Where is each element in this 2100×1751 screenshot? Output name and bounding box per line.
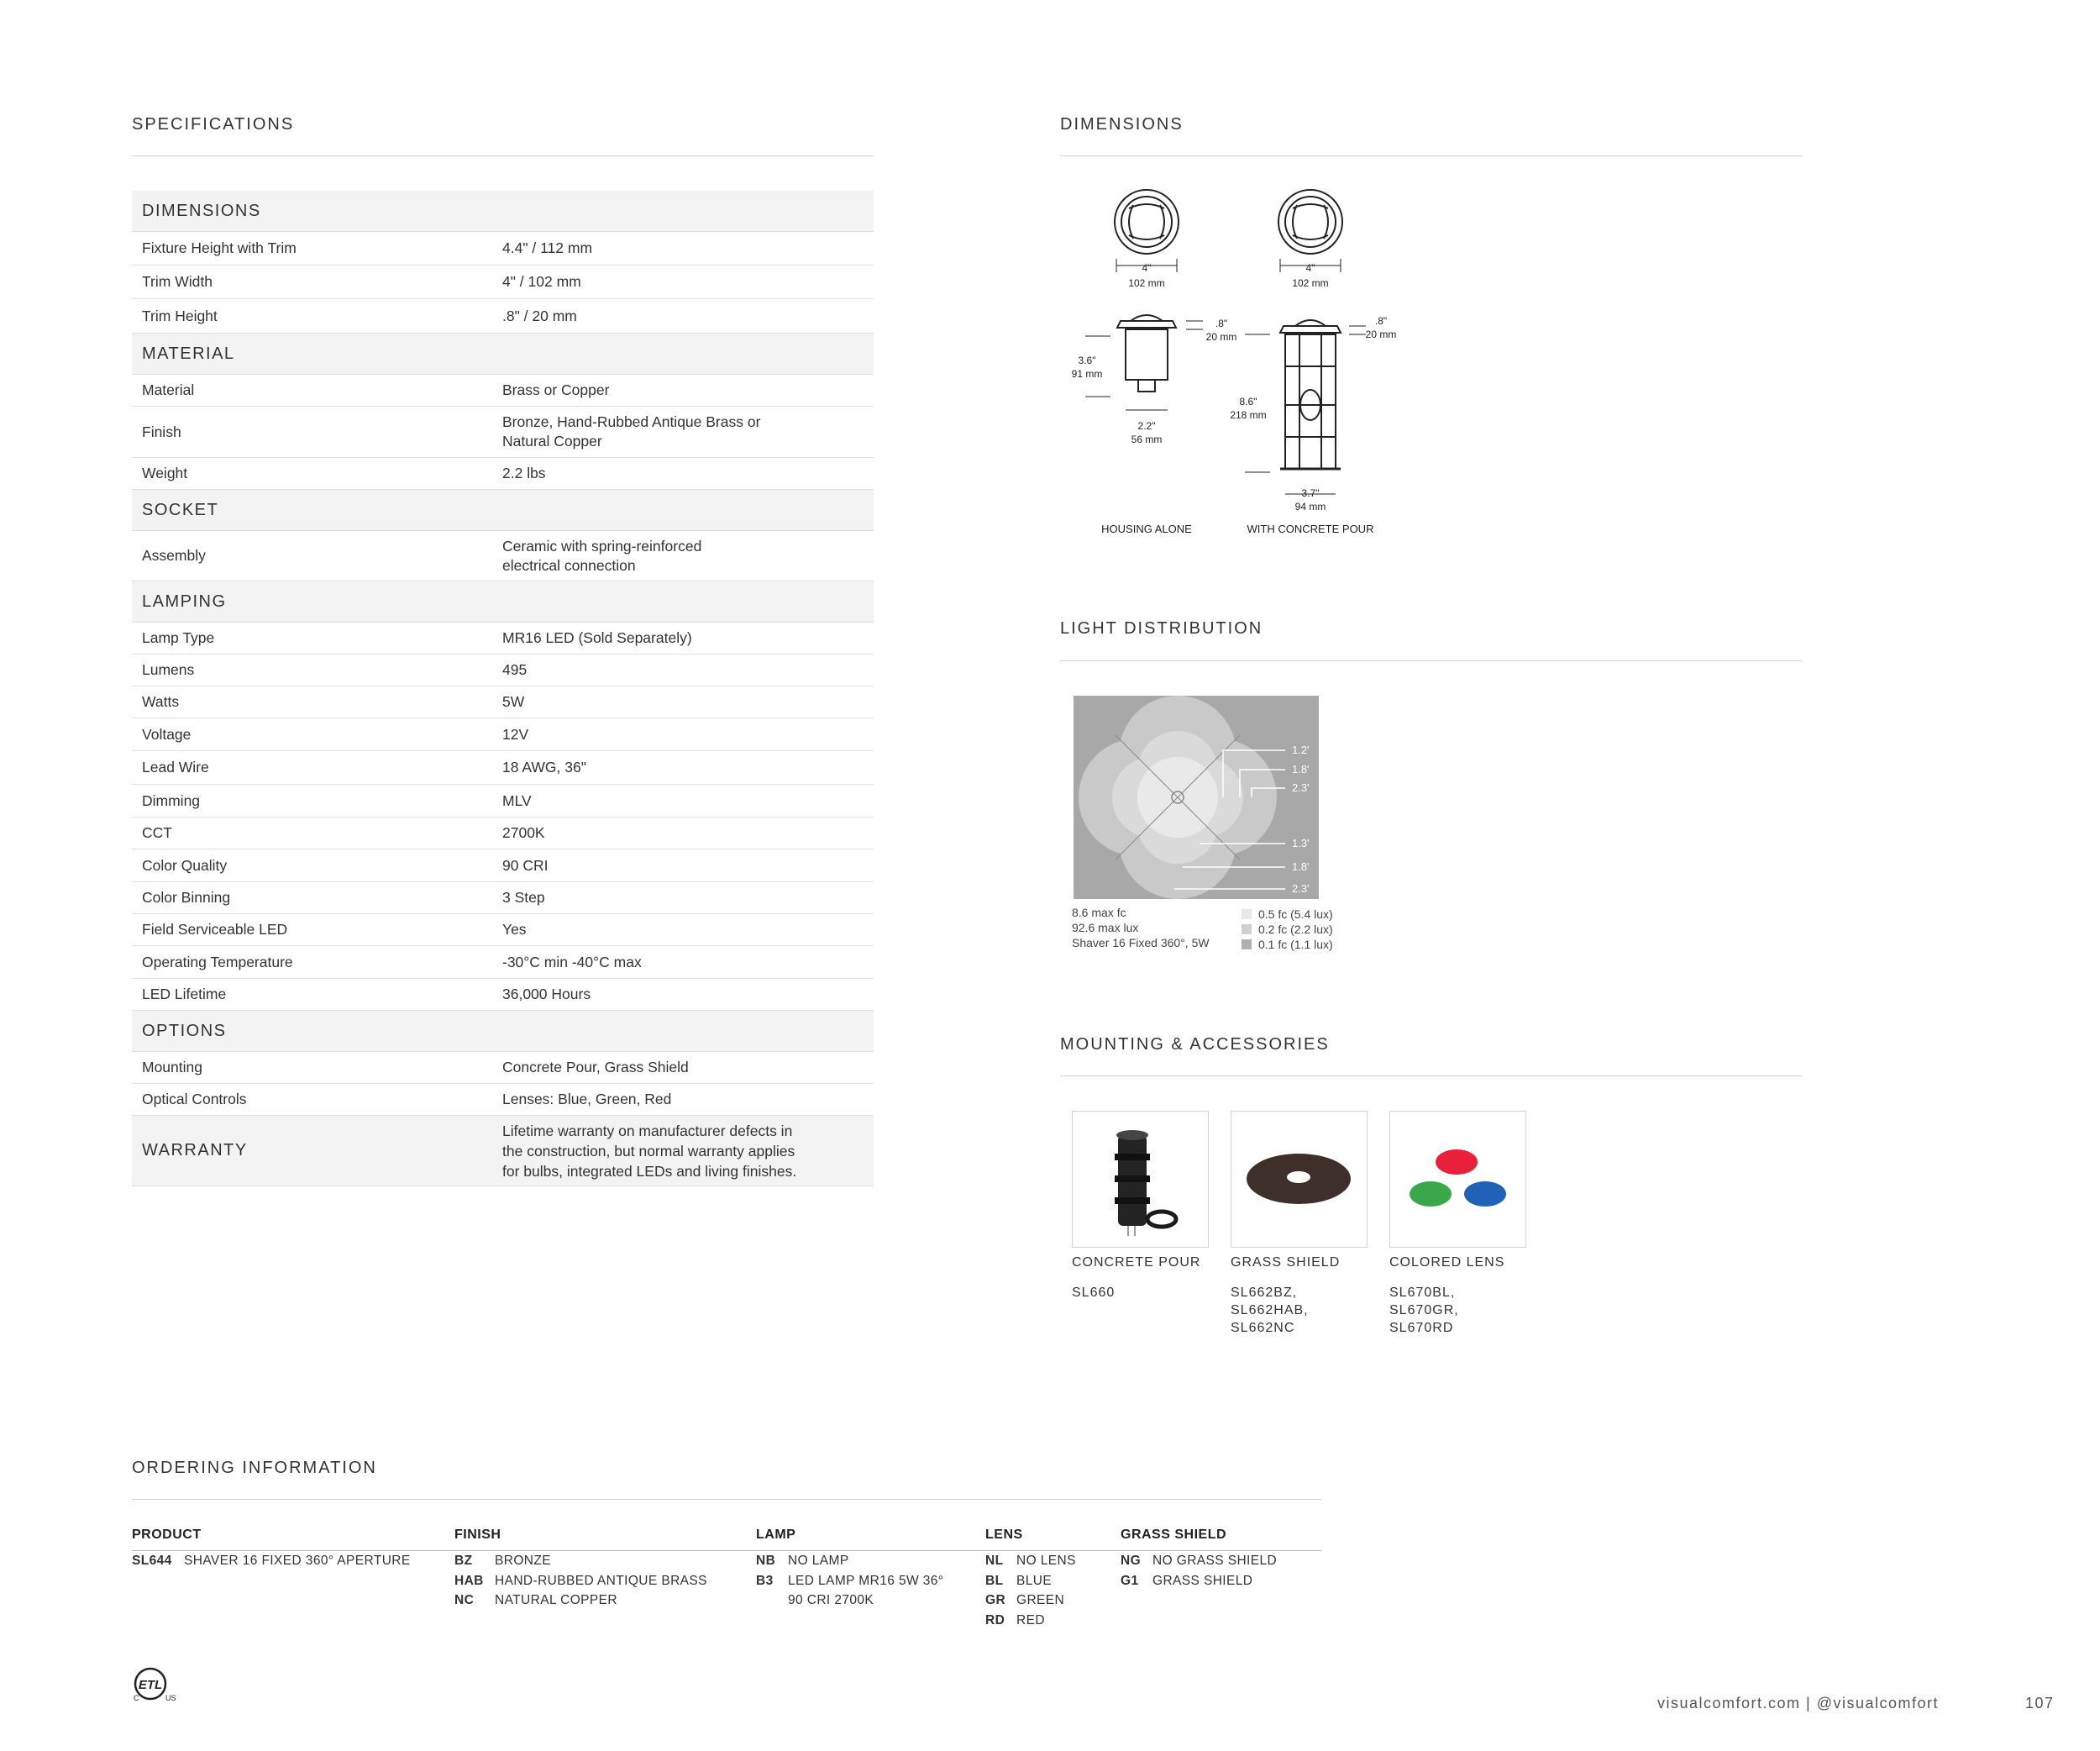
ordering-desc: LED LAMP MR16 5W 36° bbox=[788, 1573, 944, 1588]
ordering-head: FINISH bbox=[454, 1528, 501, 1542]
concrete-pour-label: WITH CONCRETE POUR bbox=[1247, 523, 1374, 535]
ordering-code: NC bbox=[454, 1593, 475, 1607]
max-fc: 8.6 max fc bbox=[1072, 906, 1126, 919]
ordering-desc: NO LAMP bbox=[788, 1554, 849, 1568]
ordering-code: RD bbox=[985, 1612, 1005, 1627]
accessory-code: SL662NC bbox=[1231, 1321, 1295, 1335]
spec-value: Yes bbox=[502, 921, 527, 938]
ordering-option bbox=[454, 1571, 707, 1591]
spec-key: Lead Wire bbox=[142, 759, 209, 776]
dim-height-in: 3.6" bbox=[1078, 355, 1096, 366]
bottom-distance-label: 2.3' bbox=[1292, 882, 1310, 895]
legend-label: 0.5 fc (5.4 lux) bbox=[1258, 907, 1333, 921]
warranty-title: WARRANTY bbox=[142, 1141, 248, 1159]
spec-key: LED Lifetime bbox=[142, 986, 227, 1002]
ordering-head: LAMP bbox=[756, 1528, 796, 1542]
light-distribution-title: LIGHT DISTRIBUTION bbox=[1060, 619, 1263, 638]
light-stats bbox=[1072, 905, 1210, 950]
dim-height-mm: 91 mm bbox=[1071, 368, 1103, 380]
accessory-code: SL670BL, bbox=[1389, 1286, 1456, 1300]
spec-key: Lumens bbox=[142, 661, 195, 678]
spec-key: Color Binning bbox=[142, 889, 231, 906]
spec-value: 90 CRI bbox=[502, 856, 549, 874]
spec-value: 5W bbox=[502, 693, 525, 710]
light-distribution-diagram bbox=[1074, 696, 1319, 899]
table-row bbox=[132, 785, 874, 818]
spec-value-line: Bronze, Hand-Rubbed Antique Brass or bbox=[502, 413, 761, 430]
dim-width-mm: 102 mm bbox=[1292, 277, 1329, 289]
table-row bbox=[132, 232, 874, 266]
accessory-code: SL670GR, bbox=[1389, 1303, 1459, 1317]
ordering-head: PRODUCT bbox=[132, 1528, 202, 1542]
swatch-icon bbox=[1242, 939, 1252, 949]
ordering-option bbox=[756, 1571, 943, 1591]
group-material: MATERIAL bbox=[132, 334, 874, 375]
spec-key: Fixture Height with Trim bbox=[142, 239, 297, 256]
spec-value: Brass or Copper bbox=[502, 381, 610, 398]
table-row bbox=[132, 718, 874, 751]
spec-value: 495 bbox=[502, 661, 528, 678]
spec-key: Optical Controls bbox=[142, 1091, 247, 1107]
spec-value: .8" / 20 mm bbox=[502, 307, 577, 324]
table-row bbox=[132, 407, 874, 458]
ordering-code: NL bbox=[985, 1554, 1004, 1568]
warranty-line: the construction, but normal warranty applies bbox=[502, 1142, 795, 1159]
dim-base-in: 3.7" bbox=[1301, 487, 1320, 499]
legend-label: 0.1 fc (1.1 lux) bbox=[1258, 938, 1333, 951]
spec-value: 2700K bbox=[502, 824, 545, 841]
ordering-head: LENS bbox=[985, 1528, 1023, 1542]
ordering-option bbox=[1121, 1551, 1277, 1571]
legend-item bbox=[1242, 907, 1333, 922]
ordering-option bbox=[1121, 1571, 1277, 1591]
swatch-icon bbox=[1242, 924, 1252, 934]
specifications-title: SPECIFICATIONS bbox=[132, 115, 295, 134]
dim-trim-mm: 20 mm bbox=[1205, 331, 1237, 343]
ordering-lens bbox=[985, 1528, 1076, 1630]
dim-base-in: 2.2" bbox=[1137, 420, 1156, 432]
group-dimensions: DIMENSIONS bbox=[132, 191, 874, 232]
spec-key: Material bbox=[142, 381, 195, 398]
legend-item bbox=[1242, 937, 1333, 952]
ordering-code: BL bbox=[985, 1573, 1004, 1588]
accessory-code: SL660 bbox=[1072, 1286, 1116, 1300]
spec-table bbox=[132, 191, 874, 1186]
table-row bbox=[132, 299, 874, 334]
bottom-distance-label: 1.8' bbox=[1292, 860, 1310, 873]
table-row bbox=[132, 1084, 874, 1116]
ordering-code: GR bbox=[985, 1593, 1006, 1607]
group-lamping: LAMPING bbox=[132, 581, 874, 623]
table-row bbox=[132, 531, 874, 581]
spec-value: -30°C min -40°C max bbox=[502, 953, 642, 970]
table-row bbox=[132, 979, 874, 1011]
group-socket: SOCKET bbox=[132, 490, 874, 531]
top-distance-label: 2.3' bbox=[1292, 781, 1310, 794]
ordering-desc: NATURAL COPPER bbox=[495, 1593, 617, 1607]
table-row bbox=[132, 686, 874, 718]
ordering-code: NG bbox=[1121, 1554, 1142, 1568]
ordering-desc: NO LENS bbox=[1016, 1554, 1076, 1568]
etl-c: C bbox=[134, 1694, 139, 1702]
accessory-code: SL662BZ, bbox=[1231, 1286, 1298, 1300]
ordering-desc: BLUE bbox=[1016, 1573, 1053, 1588]
light-legend bbox=[1242, 907, 1333, 952]
spec-key: Mounting bbox=[142, 1059, 202, 1075]
dim-width-in: 4" bbox=[1305, 262, 1315, 274]
spec-key: Finish bbox=[142, 423, 181, 440]
ordering-grass-shield bbox=[1121, 1528, 1277, 1591]
max-lux: 92.6 max lux bbox=[1072, 921, 1139, 934]
table-row bbox=[132, 946, 874, 979]
swatch-icon bbox=[1242, 909, 1252, 919]
spec-value: Lenses: Blue, Green, Red bbox=[502, 1091, 672, 1107]
dim-height-in: 8.6" bbox=[1239, 396, 1257, 408]
dimensions-title: DIMENSIONS bbox=[1060, 115, 1184, 134]
spec-value: 4" / 102 mm bbox=[502, 273, 581, 290]
ordering-code: B3 bbox=[756, 1573, 774, 1588]
housing-side-view bbox=[1085, 315, 1203, 410]
etl-us: US bbox=[165, 1694, 176, 1702]
spec-key: Weight bbox=[142, 465, 188, 481]
table-row bbox=[132, 623, 874, 655]
spec-value-line: Ceramic with spring-reinforced bbox=[502, 537, 702, 555]
mounting-title: MOUNTING & ACCESSORIES bbox=[1060, 1035, 1330, 1054]
spec-key: Trim Width bbox=[142, 273, 213, 290]
ordering-desc: 90 CRI 2700K bbox=[788, 1593, 874, 1607]
spec-value: 3 Step bbox=[502, 889, 545, 906]
spec-key: Field Serviceable LED bbox=[142, 921, 288, 938]
table-row bbox=[132, 375, 874, 407]
spec-value: 18 AWG, 36" bbox=[502, 759, 586, 776]
spec-key: Lamp Type bbox=[142, 629, 215, 646]
top-view-housing bbox=[1115, 190, 1179, 272]
ordering-product bbox=[132, 1528, 411, 1571]
dim-width-mm: 102 mm bbox=[1128, 277, 1165, 289]
warranty-text bbox=[502, 1121, 874, 1181]
ordering-code: BZ bbox=[454, 1554, 473, 1568]
etl-mark: ETL bbox=[138, 1678, 163, 1692]
table-row bbox=[132, 1052, 874, 1084]
table-row bbox=[132, 882, 874, 914]
warranty-line: for bulbs, integrated LEDs and living finishes. bbox=[502, 1162, 797, 1180]
accessory-concrete-pour-image bbox=[1072, 1111, 1209, 1248]
top-view-concrete bbox=[1278, 190, 1342, 272]
warranty-line: Lifetime warranty on manufacturer defects in bbox=[502, 1122, 793, 1139]
accessory-codes bbox=[1231, 1284, 1309, 1337]
concrete-side-view bbox=[1245, 320, 1366, 494]
spec-value bbox=[502, 537, 874, 576]
top-distance-label: 1.2' bbox=[1292, 744, 1310, 756]
spec-key: CCT bbox=[142, 824, 172, 841]
spec-value-line: electrical connection bbox=[502, 556, 636, 574]
ordering-option bbox=[454, 1591, 707, 1611]
grass-shield-icon bbox=[1231, 1112, 1367, 1247]
spec-value: 4.4" / 112 mm bbox=[502, 239, 593, 256]
dimension-drawings bbox=[1060, 168, 1480, 538]
divider bbox=[1060, 1075, 1802, 1076]
spec-value: Concrete Pour, Grass Shield bbox=[502, 1059, 689, 1075]
ordering-lamp bbox=[756, 1528, 943, 1611]
accessory-colored-lens-image bbox=[1389, 1111, 1526, 1248]
table-row bbox=[132, 458, 874, 490]
ordering-head: GRASS SHIELD bbox=[1121, 1528, 1227, 1542]
spec-key: Color Quality bbox=[142, 856, 228, 874]
dim-height-mm: 218 mm bbox=[1230, 409, 1267, 421]
accessory-name: COLORED LENS bbox=[1389, 1255, 1505, 1270]
ordering-desc: NO GRASS SHIELD bbox=[1152, 1554, 1278, 1568]
concrete-pour-icon bbox=[1073, 1112, 1208, 1247]
spec-value: 36,000 Hours bbox=[502, 986, 591, 1002]
spec-key: Assembly bbox=[142, 547, 206, 564]
legend-label: 0.2 fc (2.2 lux) bbox=[1258, 923, 1333, 936]
table-row bbox=[132, 266, 874, 299]
legend-item bbox=[1242, 922, 1333, 937]
spec-value bbox=[502, 413, 874, 451]
divider bbox=[1060, 155, 1802, 156]
ordering-option bbox=[985, 1551, 1076, 1571]
spec-value-line: Natural Copper bbox=[502, 433, 602, 450]
dim-width-in: 4" bbox=[1142, 262, 1152, 274]
spec-value: 2.2 lbs bbox=[502, 465, 546, 481]
spec-key: Dimming bbox=[142, 791, 201, 809]
dim-trim-in: .8" bbox=[1215, 318, 1228, 329]
dim-trim-in: .8" bbox=[1374, 315, 1388, 327]
accessory-code: SL670RD bbox=[1389, 1321, 1454, 1335]
accessory-grass-shield-image bbox=[1231, 1111, 1368, 1248]
page-number: 107 bbox=[2025, 1695, 2055, 1712]
top-distance-label: 1.8' bbox=[1292, 763, 1310, 776]
bottom-distance-label: 1.3' bbox=[1292, 837, 1310, 849]
ordering-desc: HAND-RUBBED ANTIQUE BRASS bbox=[495, 1573, 707, 1588]
ordering-desc: GRASS SHIELD bbox=[1152, 1573, 1253, 1588]
ordering-title: ORDERING INFORMATION bbox=[132, 1459, 377, 1477]
warranty-row bbox=[132, 1116, 874, 1186]
table-row bbox=[132, 751, 874, 785]
ordering-option bbox=[756, 1551, 943, 1571]
ordering-option bbox=[985, 1591, 1076, 1611]
ordering-option bbox=[756, 1591, 943, 1611]
spec-key: Operating Temperature bbox=[142, 953, 293, 970]
table-row bbox=[132, 655, 874, 686]
divider bbox=[132, 1499, 1321, 1500]
etl-listed-icon bbox=[132, 1667, 179, 1704]
ordering-code: HAB bbox=[454, 1573, 484, 1588]
spec-value: MR16 LED (Sold Separately) bbox=[502, 629, 692, 646]
ordering-option bbox=[132, 1551, 411, 1571]
divider bbox=[1060, 660, 1802, 661]
ordering-desc: SHAVER 16 FIXED 360° APERTURE bbox=[184, 1554, 411, 1568]
accessory-code: SL662HAB, bbox=[1231, 1303, 1309, 1317]
colored-lens-icon bbox=[1390, 1112, 1525, 1247]
divider bbox=[132, 155, 874, 156]
ordering-code: NB bbox=[756, 1554, 776, 1568]
ordering-desc: GREEN bbox=[1016, 1593, 1065, 1607]
dim-base-mm: 94 mm bbox=[1294, 501, 1326, 513]
accessory-codes bbox=[1072, 1284, 1115, 1301]
ordering-finish bbox=[454, 1528, 707, 1611]
table-row bbox=[132, 818, 874, 849]
spec-value: 12V bbox=[502, 725, 529, 743]
ordering-code: SL644 bbox=[132, 1554, 172, 1568]
ordering-option bbox=[454, 1551, 707, 1571]
accessory-name: CONCRETE POUR bbox=[1072, 1255, 1201, 1270]
ordering-code: G1 bbox=[1121, 1573, 1139, 1588]
housing-alone-label: HOUSING ALONE bbox=[1101, 523, 1192, 535]
spec-key: Watts bbox=[142, 693, 180, 710]
group-options: OPTIONS bbox=[132, 1011, 874, 1052]
dim-trim-mm: 20 mm bbox=[1365, 329, 1397, 340]
spec-value: MLV bbox=[502, 791, 532, 809]
model-label: Shaver 16 Fixed 360°, 5W bbox=[1072, 936, 1210, 949]
accessory-name: GRASS SHIELD bbox=[1231, 1255, 1341, 1270]
table-row bbox=[132, 914, 874, 946]
ordering-option bbox=[985, 1611, 1076, 1631]
ordering-code bbox=[756, 1591, 788, 1611]
footer-site[interactable]: visualcomfort.com | @visualcomfort bbox=[1657, 1695, 1940, 1712]
spec-key: Trim Height bbox=[142, 307, 218, 324]
ordering-desc: RED bbox=[1016, 1612, 1045, 1627]
ordering-desc: BRONZE bbox=[495, 1554, 551, 1568]
dim-base-mm: 56 mm bbox=[1131, 434, 1163, 445]
table-row bbox=[132, 849, 874, 882]
ordering-option bbox=[985, 1571, 1076, 1591]
spec-key: Voltage bbox=[142, 725, 192, 743]
accessory-codes bbox=[1389, 1284, 1459, 1337]
